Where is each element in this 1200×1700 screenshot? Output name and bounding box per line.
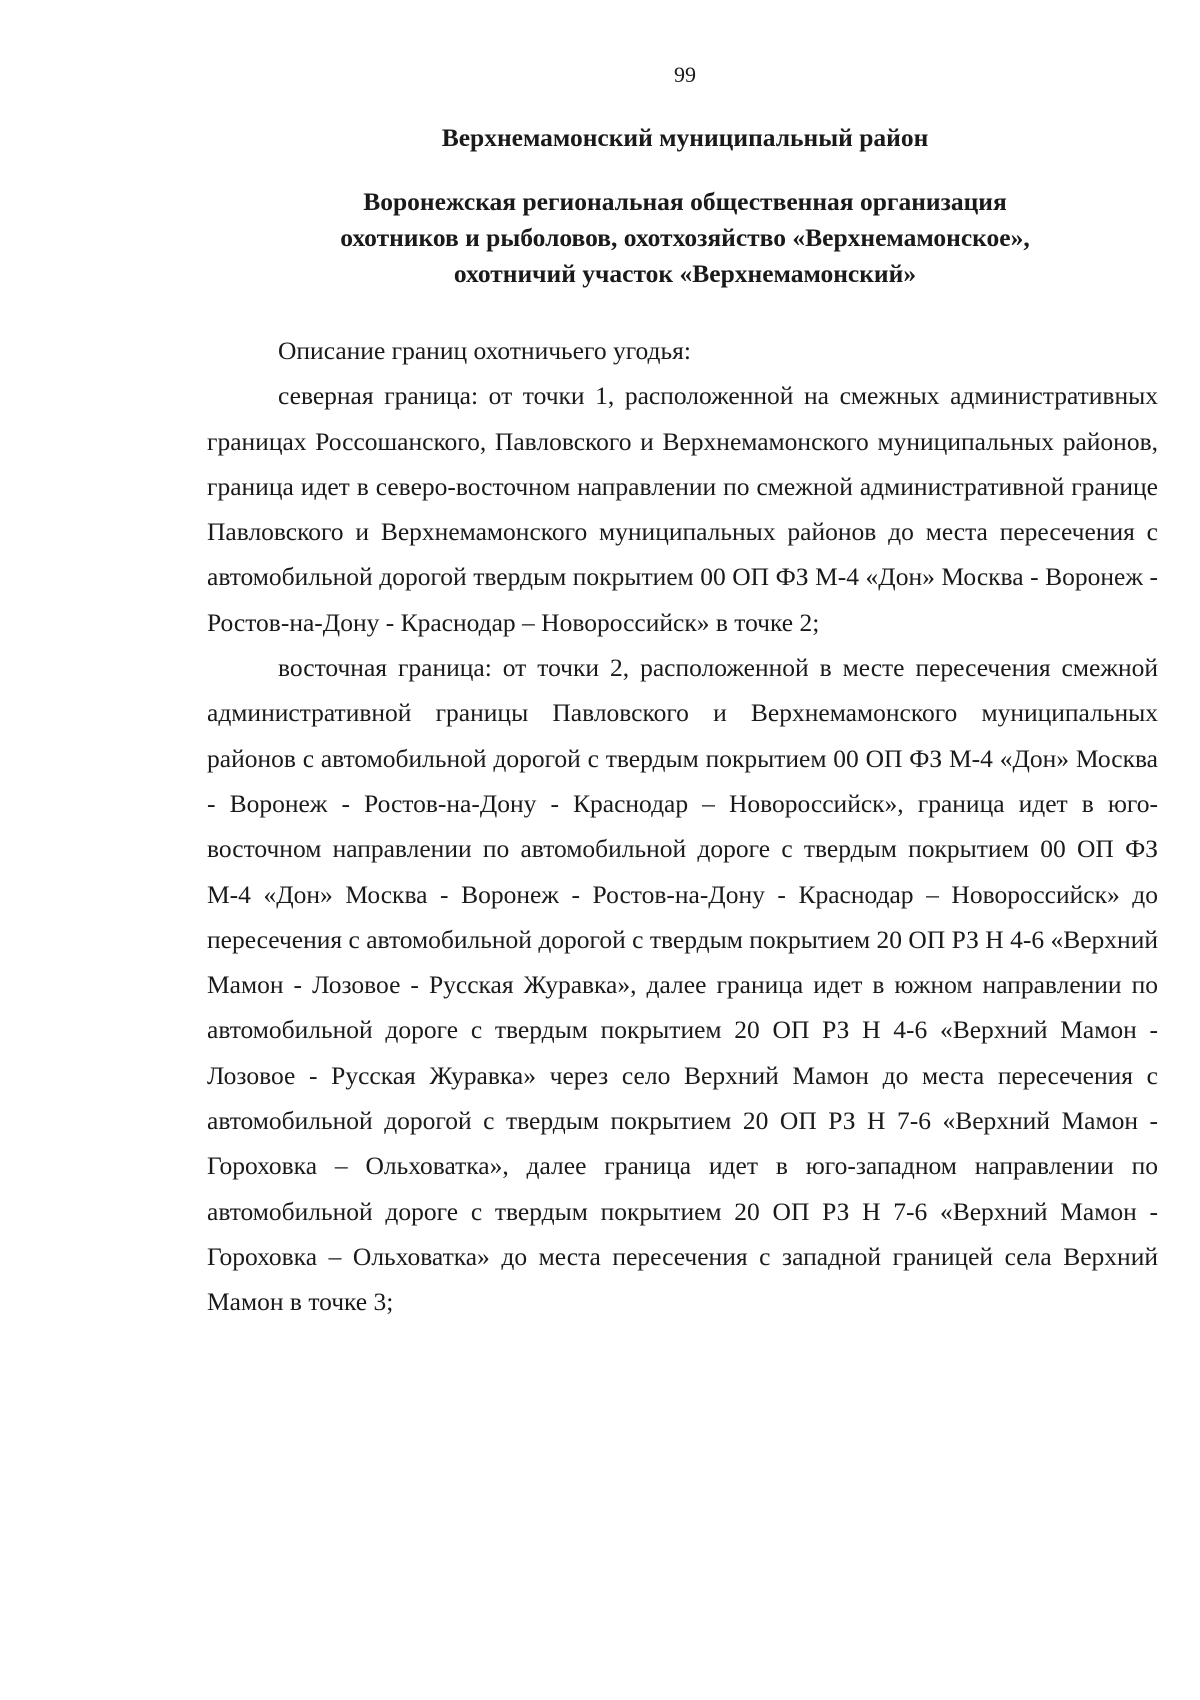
- document-body: [207, 328, 1158, 1325]
- organization-title-line-1: Воронежская региональная общественная организация: [363, 187, 1007, 216]
- east-boundary-paragraph: восточная граница: от точки 2, расположенной в месте пересечения смежной административной границы Павловского и Верхнемамонского муниципальных районов с автомобильной дорогой с твердым покрытием 00 ОП ФЗ М-4 «Дон» Москва - Воронеж - Ростов-на-Дону - Краснодар – Новороссийск», граница идет в юго-восточном направлении по автомобильной дороге с твердым покрытием 00 ОП ФЗ М-4 «Дон» Москва - Воронеж - Ростов-на-Дону - Краснодар – Новороссийск» до пересечения с автомобильной дорогой с твердым покрытием 20 ОП РЗ Н 4-6 «Верхний Мамон - Лозовое - Русская Журавка», далее граница идет в южном направлении по автомобильной дороге с твердым покрытием 20 ОП РЗ Н 4-6 «Верхний Мамон - Лозовое - Русская Журавка» через село Верхний Мамон до места пересечения с автомобильной дорогой с твердым покрытием 20 ОП РЗ Н 7-6 «Верхний Мамон - Гороховка – Ольховатка», далее граница идет в юго-западном направлении по автомобильной дороге с твердым покрытием 20 ОП РЗ Н 7-6 «Верхний Мамон - Гороховка – Ольховатка» до места пересечения с западной границей села Верхний Мамон в точке 3;: [207, 653, 1158, 1317]
- organization-title: [0, 184, 1200, 292]
- north-boundary-paragraph: северная граница: от точки 1, расположенной на смежных административных границах Россошанского, Павловского и Верхнемамонского муниципальных районов, граница идет в северо-восточном направлении по смежной административной границе Павловского и Верхнемамонского муниципальных районов до места пересечения с автомобильной дорогой твердым покрытием 00 ОП ФЗ М-4 «Дон» Москва - Воронеж - Ростов-на-Дону - Краснодар – Новороссийск» в точке 2;: [207, 381, 1158, 637]
- district-title: Верхнемамонский муниципальный район: [441, 123, 929, 152]
- organization-title-line-2: охотников и рыболовов, охотхозяйство «Верхнемамонское»,: [340, 223, 1030, 252]
- intro-paragraph: Описание границ охотничьего угодья:: [278, 336, 691, 365]
- organization-title-line-3: охотничий участок «Верхнемамонский»: [453, 259, 917, 288]
- page-number: 99: [674, 62, 696, 87]
